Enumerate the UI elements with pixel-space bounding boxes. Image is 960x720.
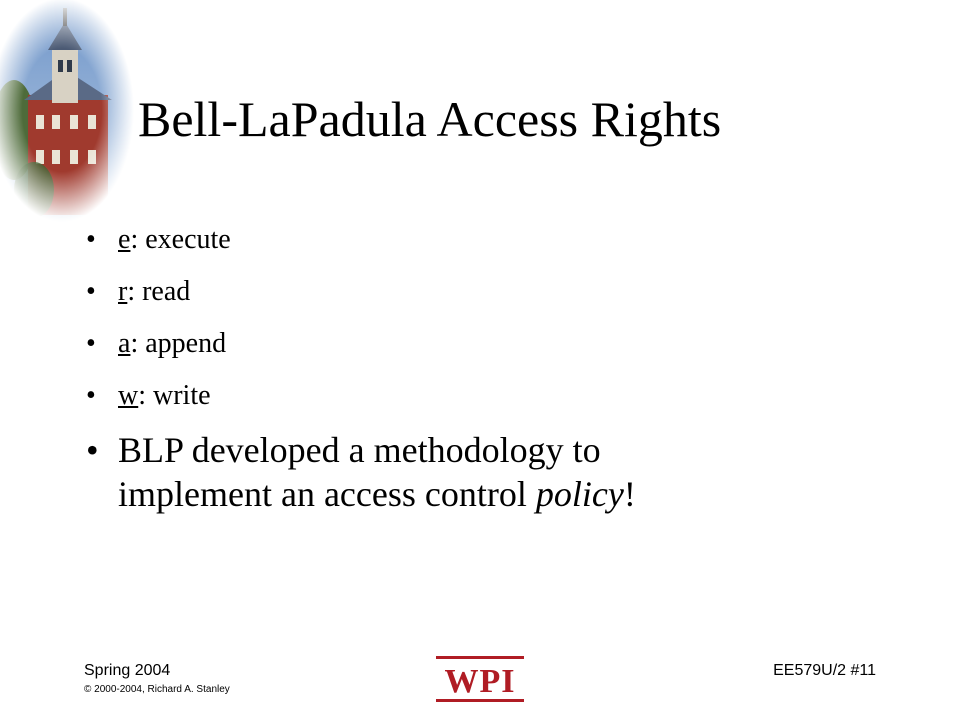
bullet-marker: •: [86, 380, 96, 411]
right-description: : append: [130, 328, 227, 359]
right-description: : write: [138, 380, 211, 411]
building-photo: [0, 0, 140, 225]
bullet-append: [86, 324, 636, 364]
slide-title: Bell-LaPadula Access Rights: [138, 91, 722, 147]
main-point-suffix: !: [623, 474, 636, 514]
wpi-logo-text: WPI: [444, 663, 516, 700]
bullet-marker: •: [86, 224, 96, 255]
bullet-read: [86, 272, 636, 312]
bullet-write: [86, 376, 636, 416]
bullet-main-point: [86, 428, 636, 516]
right-key: a: [118, 328, 131, 359]
bullet-marker: •: [86, 430, 99, 470]
slide-number: EE579U/2 #11: [773, 662, 876, 679]
right-description: : execute: [130, 224, 231, 255]
wpi-logo: [436, 654, 524, 704]
bullet-marker: •: [86, 328, 96, 359]
footer-left: [84, 661, 230, 697]
main-point-prefix: implement an access control: [118, 474, 536, 514]
main-point-line-1: BLP developed a methodology to: [118, 430, 601, 470]
main-point-line-2: [118, 472, 636, 516]
footer-copyright: © 2000-2004, Richard A. Stanley: [84, 684, 230, 695]
right-key: e: [118, 224, 131, 255]
bullet-marker: •: [86, 276, 96, 307]
bullet-execute: [86, 220, 636, 260]
footer-term: Spring 2004: [84, 662, 171, 679]
bullet-list: [86, 220, 636, 516]
right-key: w: [118, 380, 139, 411]
right-description: : read: [127, 276, 191, 307]
right-key: r: [118, 276, 128, 307]
main-point-emphasis: policy: [535, 474, 624, 514]
